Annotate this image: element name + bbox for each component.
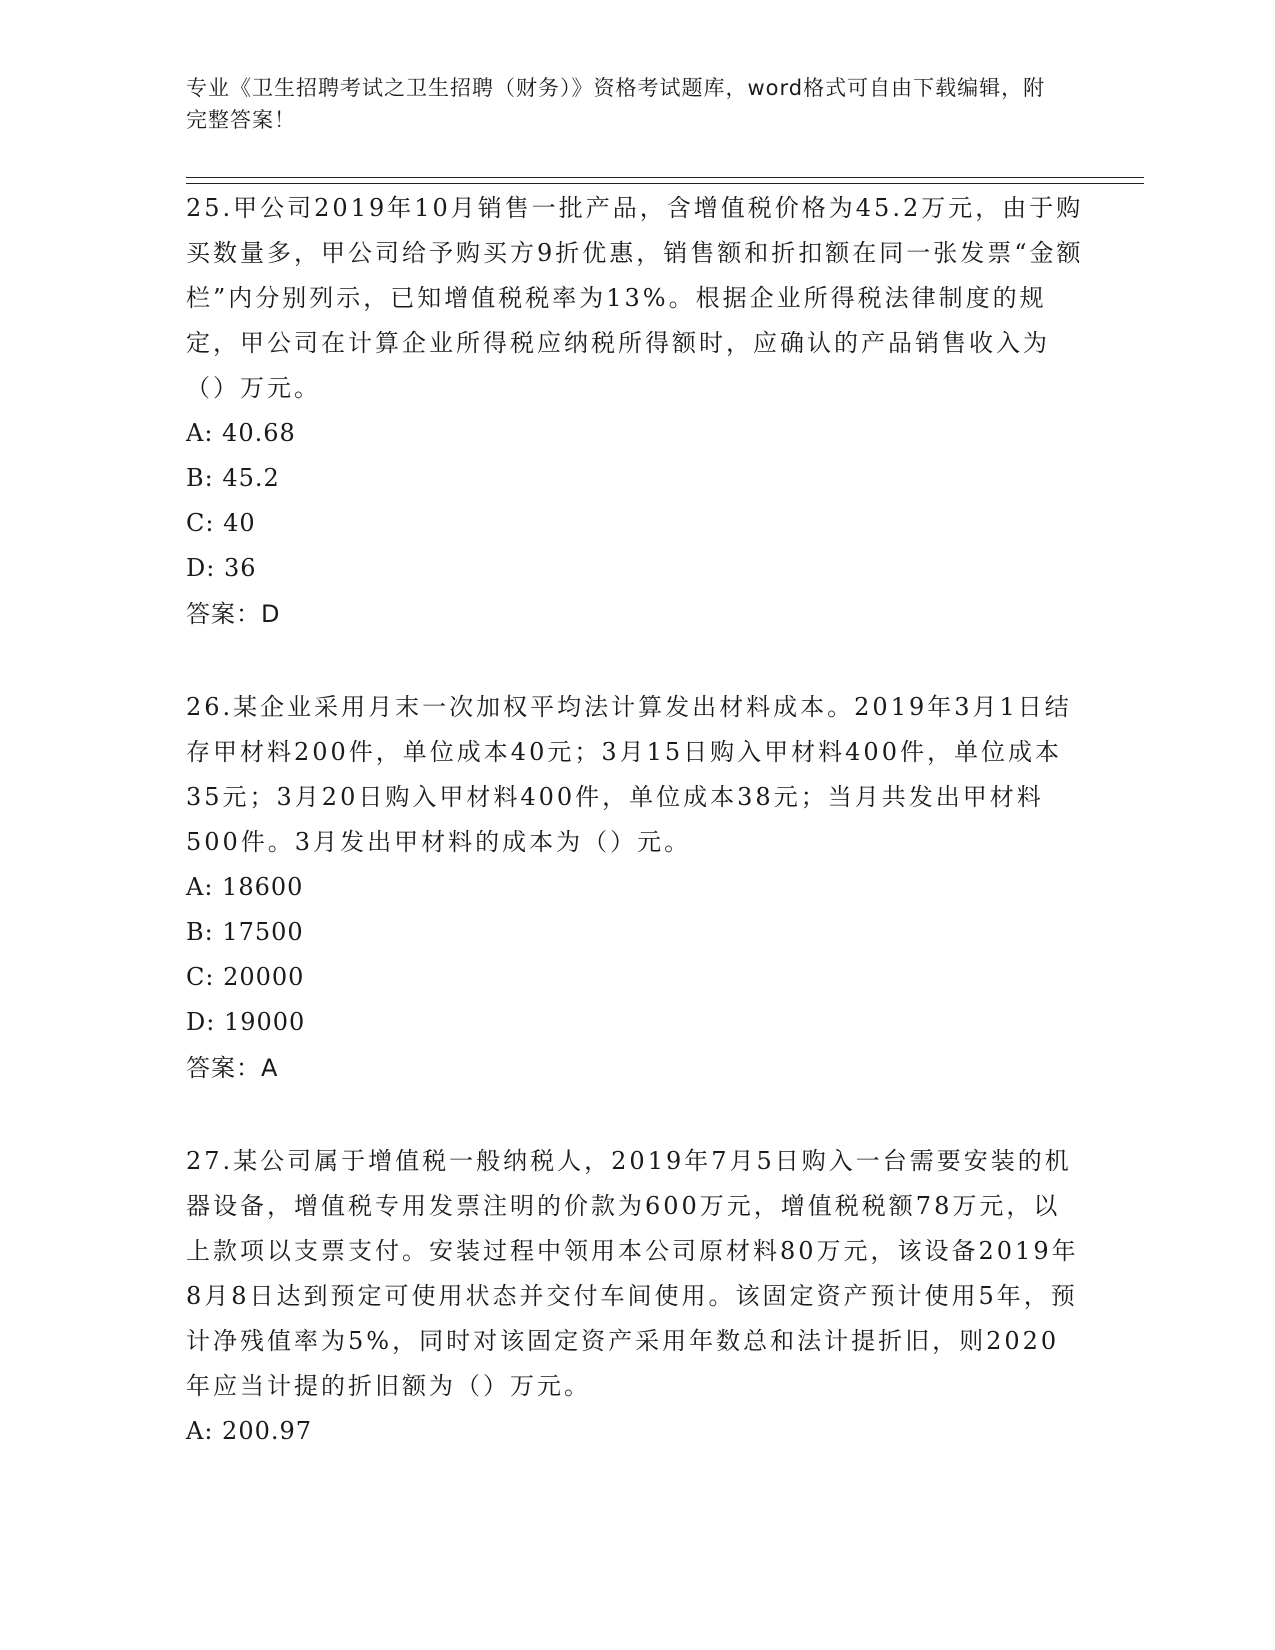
answer: 答案：D <box>186 600 281 628</box>
header-rule-bottom <box>186 183 1144 184</box>
option-d: D: 19000 <box>186 1008 306 1036</box>
option-a: A: 40.68 <box>186 419 296 447</box>
question-27 <box>186 1139 1086 1454</box>
question-26 <box>186 685 1086 1091</box>
option-c: C: 40 <box>186 509 256 537</box>
document-header <box>186 72 1066 136</box>
question-25 <box>186 186 1086 637</box>
option-b: B: 17500 <box>186 918 304 946</box>
answer: 答案：A <box>186 1054 279 1082</box>
option-d: D: 36 <box>186 554 257 582</box>
question-list <box>186 186 1086 1502</box>
header-text: 专业《卫生招聘考试之卫生招聘（财务）》资格考试题库，word格式可自由下载编辑，附完整答案！ <box>186 76 1046 132</box>
header-rule-top <box>186 177 1144 178</box>
option-a: A: 18600 <box>186 873 304 901</box>
option-a: A: 200.97 <box>186 1417 313 1445</box>
question-text: 26.某企业采用月末一次加权平均法计算发出材料成本。2019年3月1日结存甲材料200件，单位成本40元；3月15日购入甲材料400件，单位成本35元；3月20日购入甲材料400件，单位成本38元；当月共发出甲材料500件。3月发出甲材料的成本为（）元。 <box>186 693 1072 856</box>
option-b: B: 45.2 <box>186 464 280 492</box>
question-text: 25.甲公司2019年10月销售一批产品，含增值税价格为45.2万元，由于购买数量多，甲公司给予购买方9折优惠，销售额和折扣额在同一张发票“金额栏”内分别列示，已知增值税税率为13%。根据企业所得税法律制度的规定，甲公司在计算企业所得税应纳税所得额时，应确认的产品销售收入为（）万元。 <box>186 194 1084 402</box>
question-text: 27.某公司属于增值税一般纳税人，2019年7月5日购入一台需要安装的机器设备，增值税专用发票注明的价款为600万元，增值税税额78万元，以上款项以支票支付。安装过程中领用本公司原材料80万元，该设备2019年8月8日达到预定可使用状态并交付车间使用。该固定资产预计使用5年，预计净残值率为5%，同时对该固定资产采用年数总和法计提折旧，则2020年应当计提的折旧额为（）万元。 <box>186 1147 1079 1400</box>
option-c: C: 20000 <box>186 963 305 991</box>
